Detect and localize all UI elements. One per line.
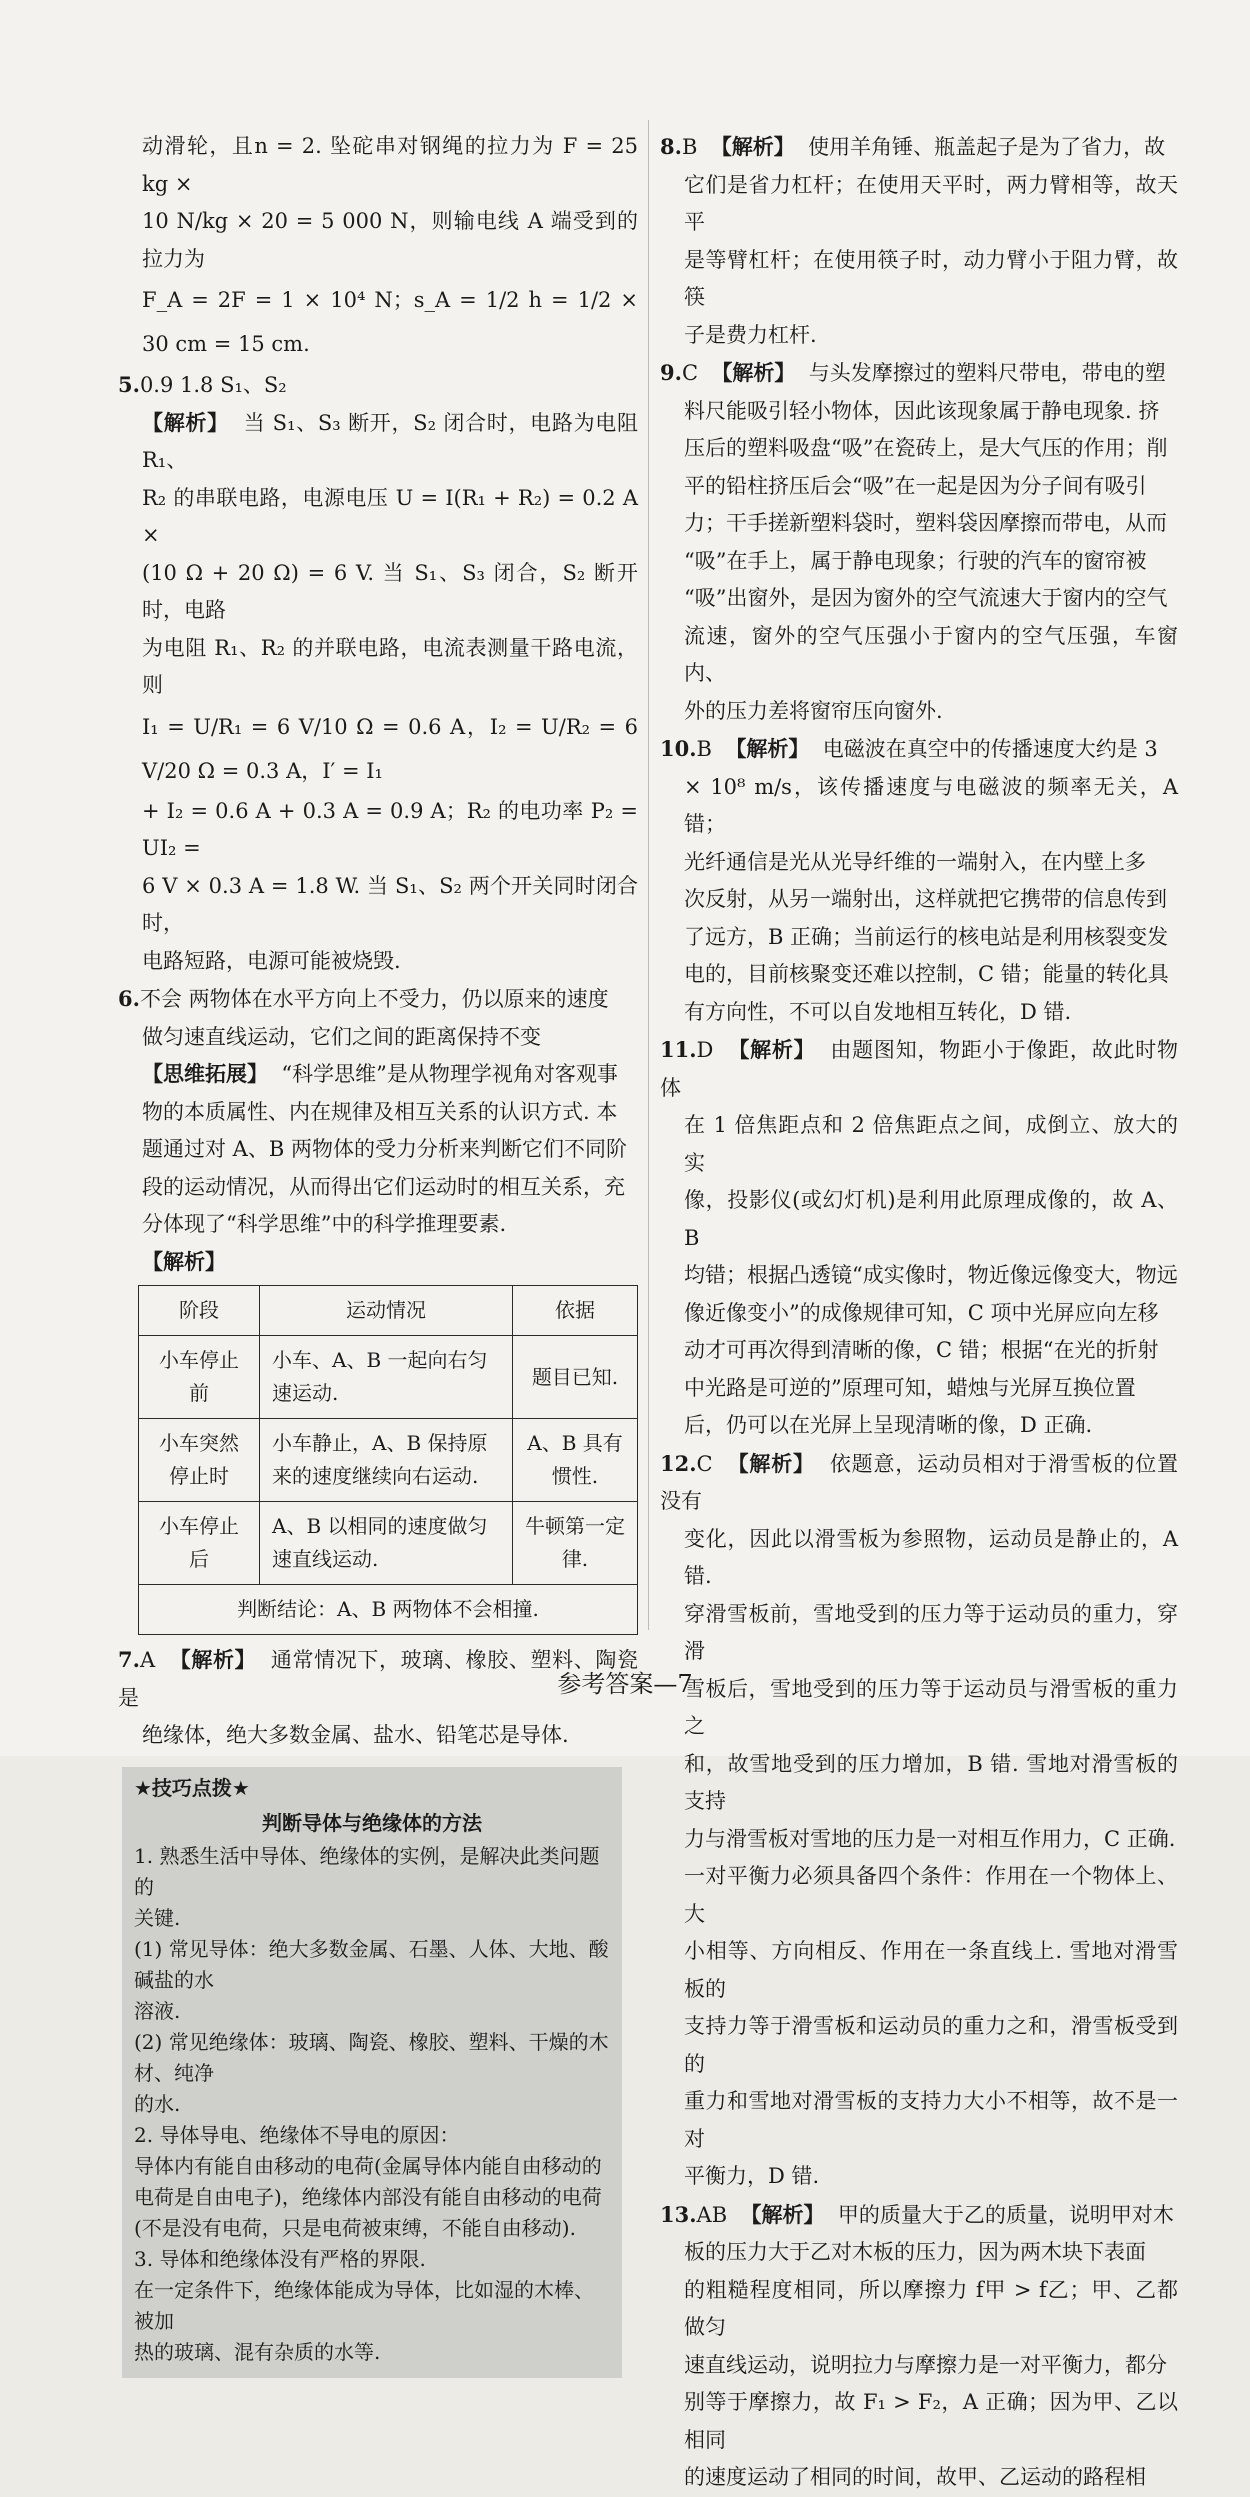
table-cell: 牛顿第一定律. [513, 1502, 638, 1585]
q10-line: 了远方，B 正确；当前运行的核电站是利用核裂变发 [684, 924, 1169, 949]
analysis-tag: 【解析】 [710, 135, 795, 159]
q11-analysis: 11.D 【解析】 由题图知，物距小于像距，故此时物体 [660, 1037, 1179, 1100]
table-conclusion-row [139, 1585, 638, 1635]
q13-analysis: 13.AB 【解析】 甲的质量大于乙的质量，说明甲对木 [660, 2201, 1174, 2227]
q5-line: I₁ = U/R₁ = 6 V/10 Ω = 0.6 A，I₂ = U/R₂ = 6 V/20 Ω = 0.3 A，I′ = I₁ [142, 714, 638, 783]
q11-line: 在 1 倍焦距点和 2 倍焦距点之间，成倒立、放大的实 [684, 1113, 1178, 1175]
q8-analysis: 8.B 【解析】 使用羊角锤、瓶盖起子是为了省力，故 [660, 134, 1166, 159]
q11-line: 像近像变小”的成像规律可知，C 项中光屏应向左移 [684, 1300, 1159, 1325]
q12-line: 支持力等于滑雪板和运动员的重力之和，滑雪板受到的 [684, 2014, 1178, 2076]
q13-line: 的粗糙程度相同，所以摩擦力 f甲 > f乙；甲、乙都做匀 [684, 2277, 1178, 2339]
q6-ext-line: 题通过对 A、B 两物体的受力分析来判断它们不同阶 [142, 1137, 627, 1161]
q11-line: 像，投影仪(或幻灯机)是利用此原理成像的，故 A、B [684, 1188, 1178, 1250]
q13-line: 别等于摩擦力，故 F₁ > F₂，A 正确；因为甲、乙以相同 [684, 2390, 1178, 2452]
table-cell: A、B 具有惯性. [513, 1419, 638, 1502]
table-cell: 小车静止，A、B 保持原来的速度继续向右运动. [260, 1419, 513, 1502]
table-row [139, 1502, 638, 1585]
q13-number: 13. [660, 2201, 697, 2227]
table-header: 依据 [513, 1286, 638, 1336]
table-cell: 小车停止后 [139, 1502, 260, 1585]
tip-line: 的水. [134, 2091, 181, 2116]
tip-line: 热的玻璃、混有杂质的水等. [134, 2339, 381, 2364]
q5-line: R₂ 的串联电路，电源电压 U = I(R₁ + R₂) = 0.2 A × [142, 485, 638, 547]
tip-line: 电荷是自由电子)，绝缘体内部没有能自由移动的电荷 [134, 2184, 602, 2209]
table-cell: 小车突然停止时 [139, 1419, 260, 1502]
q12-line: 和，故雪地受到的压力增加，B 错. 雪地对滑雪板的支持 [684, 1751, 1178, 1813]
tip-line: (2) 常见绝缘体：玻璃、陶瓷、橡胶、塑料、干燥的木材、纯净 [134, 2029, 609, 2085]
q5-answer-text: 0.9 1.8 S₁、S₂ [139, 373, 287, 397]
q12-line: 穿滑雪板前，雪地受到的压力等于运动员的重力，穿滑 [684, 1601, 1178, 1663]
q9-line: 平的铅柱挤压后会“吸”在一起是因为分子间有吸引 [684, 473, 1147, 498]
q4-line: 动滑轮，且n = 2. 坠砣串对钢绳的拉力为 F = 25 kg × [142, 134, 638, 196]
q5-line: 为电阻 R₁、R₂ 的并联电路，电流表测量干路电流，则 [142, 635, 638, 697]
analysis-tag: 【解析】 [142, 410, 229, 435]
table-conclusion: 判断结论：A、B 两物体不会相撞. [139, 1585, 638, 1635]
q11-line: 中光路是可逆的”原理可知，蜡烛与光屏互换位置 [684, 1375, 1136, 1400]
table-row [139, 1336, 638, 1419]
q8-line: 是等臂杠杆；在使用筷子时，动力臂小于阻力臂，故筷 [684, 247, 1178, 309]
q9-line: “吸”在手上，属于静电现象；行驶的汽车的窗帘被 [684, 548, 1147, 573]
q6-ext-line: 段的运动情况，从而得出它们运动时的相互关系，充 [142, 1174, 625, 1199]
q10-line: 次反射，从另一端射出，这样就把它携带的信息传到 [684, 887, 1167, 911]
q10-line: × 10⁸ m/s，该传播速度与电磁波的频率无关，A 错； [684, 774, 1178, 836]
tip-box [122, 1767, 622, 2378]
q8-number: 8. [660, 134, 682, 159]
q9-line: “吸”出窗外，是因为窗外的空气流速大于窗内的空气 [684, 586, 1168, 610]
table-cell: 小车停止前 [139, 1336, 260, 1419]
analysis-tag: 【解析】 [142, 1249, 226, 1274]
left-column [118, 128, 638, 2378]
tip-line: (不是没有电荷，只是电荷被束缚，不能自由移动). [134, 2215, 576, 2240]
q7-line: 绝缘体，绝大多数金属、盐水、铅笔芯是导体. [142, 1723, 569, 1747]
analysis-tag: 【解析】 [711, 361, 796, 385]
tip-line: 在一定条件下，绝缘体能成为导体，比如湿的木棒、被加 [134, 2277, 594, 2333]
q6-answer: 6.不会 两物体在水平方向上不受力，仍以原来的速度 [118, 986, 609, 1011]
q10-line: 光纤通信是光从光导纤维的一端射入，在内壁上多 [684, 849, 1146, 874]
tip-line: 3. 导体和绝缘体没有严格的界限. [134, 2246, 426, 2271]
table-row [139, 1419, 638, 1502]
q8-line: 它们是省力杠杆；在使用天平时，两力臂相等，故天平 [684, 172, 1178, 234]
analysis-tag: 【解析】 [169, 1648, 257, 1672]
q12-analysis: 12.C 【解析】 依题意，运动员相对于滑雪板的位置没有 [660, 1450, 1179, 1513]
table-header-row [139, 1286, 638, 1336]
tip-line: 2. 导体导电、绝缘体不导电的原因： [134, 2122, 460, 2147]
q10-number: 10. [660, 736, 697, 761]
analysis-table [138, 1285, 638, 1635]
q13-line: 的速度运动了相同的时间，故甲、乙运动的路程相 [684, 2465, 1146, 2489]
table-header: 阶段 [139, 1286, 260, 1336]
q4-line: F_A = 2F = 1 × 10⁴ N；s_A = 1/2 h = 1/2 × 30 cm = 15 cm. [142, 288, 638, 356]
tip-title: 判断导体与绝缘体的方法 [262, 1810, 482, 1835]
q7-analysis: 7.A 【解析】 通常情况下，玻璃、橡胶、塑料、陶瓷是 [118, 1647, 639, 1710]
tip-line: 1. 熟悉生活中导体、绝缘体的实例，是解决此类问题的 [134, 1843, 600, 1899]
q5-line: 6 V × 0.3 A = 1.8 W. 当 S₁、S₂ 两个开关同时闭合时， [142, 873, 638, 935]
q12-line: 力与滑雪板对雪地的压力是一对相互作用力，C 正确. [684, 1826, 1176, 1851]
q12-line: 变化，因此以滑雪板为参照物，运动员是静止的，A 错. [684, 1526, 1178, 1588]
table-cell: A、B 以相同的速度做匀速直线运动. [260, 1502, 513, 1585]
tip-line: 导体内有能自由移动的电荷(金属导体内能自由移动的 [134, 2153, 602, 2178]
q11-number: 11. [660, 1037, 697, 1062]
q9-line: 料尺能吸引轻小物体，因此该现象属于静电现象. 挤 [684, 398, 1160, 423]
q4-line: 10 N/kg × 20 = 5 000 N，则输电线 A 端受到的拉力为 [142, 209, 638, 271]
q9-analysis: 9.C 【解析】 与头发摩擦过的塑料尺带电，带电的塑 [660, 360, 1166, 385]
tip-line: (1) 常见导体：绝大多数金属、石墨、人体、大地、酸碱盐的水 [134, 1936, 609, 1992]
q9-line: 流速，窗外的空气压强小于窗内的空气压强，车窗内、 [684, 623, 1178, 685]
extension-tag: 【思维拓展】 [142, 1062, 268, 1086]
table-header: 运动情况 [260, 1286, 513, 1336]
analysis-tag: 【解析】 [727, 1451, 815, 1476]
q12-line: 一对平衡力必须具备四个条件：作用在一个物体上、大 [684, 1864, 1178, 1926]
q13-line: 板的压力大于乙对木板的压力，因为两木块下表面 [684, 2240, 1146, 2264]
q5-line: 电路短路，电源可能被烧毁. [142, 948, 401, 973]
q10-line: 有方向性，不可以自发地相互转化，D 错. [684, 999, 1072, 1024]
q9-line: 力；干手搓新塑料袋时，塑料袋因摩擦而带电，从而 [684, 511, 1167, 535]
q5-analysis: 【解析】 当 S₁、S₃ 断开，S₂ 闭合时，电路为电阻 R₁、 [142, 410, 638, 472]
q6-extension: 【思维拓展】 “科学思维”是从物理学视角对客观事 [142, 1062, 618, 1086]
q7-number: 7. [118, 1647, 140, 1672]
page-footer: 参考答案—7 [557, 1670, 693, 1698]
q9-line: 压后的塑料吸盘“吸”在瓷砖上，是大气压的作用；削 [684, 436, 1168, 460]
q9-line: 外的压力差将窗帘压向窗外. [684, 698, 943, 723]
table-cell: 题目已知. [513, 1336, 638, 1419]
q10-line: 电的，目前核聚变还难以控制，C 错；能量的转化具 [684, 962, 1169, 986]
q12-line: 小相等、方向相反、作用在一条直线上. 雪地对滑雪板的 [684, 1939, 1178, 2001]
q8-line: 子是费力杠杆. [684, 322, 817, 347]
q11-line: 动才可再次得到清晰的像，C 错；根据“在光的折射 [684, 1338, 1159, 1362]
analysis-tag: 【解析】 [725, 737, 810, 761]
q12-line: 平衡力，D 错. [684, 2164, 820, 2188]
tip-line: 关键. [134, 1905, 181, 1930]
analysis-tag: 【解析】 [728, 1038, 816, 1062]
right-column [660, 128, 1178, 2497]
q6-ext-line: 物的本质属性、内在规律及相互关系的认识方式. 本 [142, 1099, 618, 1124]
q5-answer [118, 366, 638, 405]
q10-analysis: 10.B 【解析】 电磁波在真空中的传播速度大约是 3 [660, 736, 1158, 761]
q11-line: 后，仍可以在光屏上呈现清晰的像，D 正确. [684, 1413, 1093, 1437]
column-divider [648, 120, 649, 1630]
q12-line: 重力和雪地对滑雪板的支持力大小不相等，故不是一对 [684, 2089, 1178, 2151]
q13-line: 速直线运动，说明拉力与摩擦力是一对平衡力，都分 [684, 2352, 1167, 2377]
table-cell: 小车、A、B 一起向右匀速运动. [260, 1336, 513, 1419]
q5-line: (10 Ω + 20 Ω) = 6 V. 当 S₁、S₃ 闭合，S₂ 断开时，电路 [142, 560, 638, 622]
q6-ext-line: 分体现了“科学思维”中的科学推理要素. [142, 1212, 507, 1236]
q12-line: 雪板后，雪地受到的压力等于运动员与滑雪板的重力之 [684, 1676, 1178, 1738]
q11-line: 均错；根据凸透镜“成实像时，物近像远像变大，物远 [684, 1263, 1178, 1287]
q5-line: + I₂ = 0.6 A + 0.3 A = 0.9 A；R₂ 的电功率 P₂ = UI₂ = [142, 798, 638, 860]
tip-header: ★技巧点拨★ [134, 1775, 250, 1800]
q9-number: 9. [660, 360, 682, 385]
q5-number: 5. [118, 372, 140, 397]
q6-number: 6. [118, 986, 140, 1011]
analysis-tag: 【解析】 [740, 2202, 825, 2227]
q6-answer-line: 做匀速直线运动，它们之间的距离保持不变 [142, 1024, 541, 1049]
q12-number: 12. [660, 1450, 697, 1476]
tip-line: 溶液. [134, 1998, 181, 2023]
